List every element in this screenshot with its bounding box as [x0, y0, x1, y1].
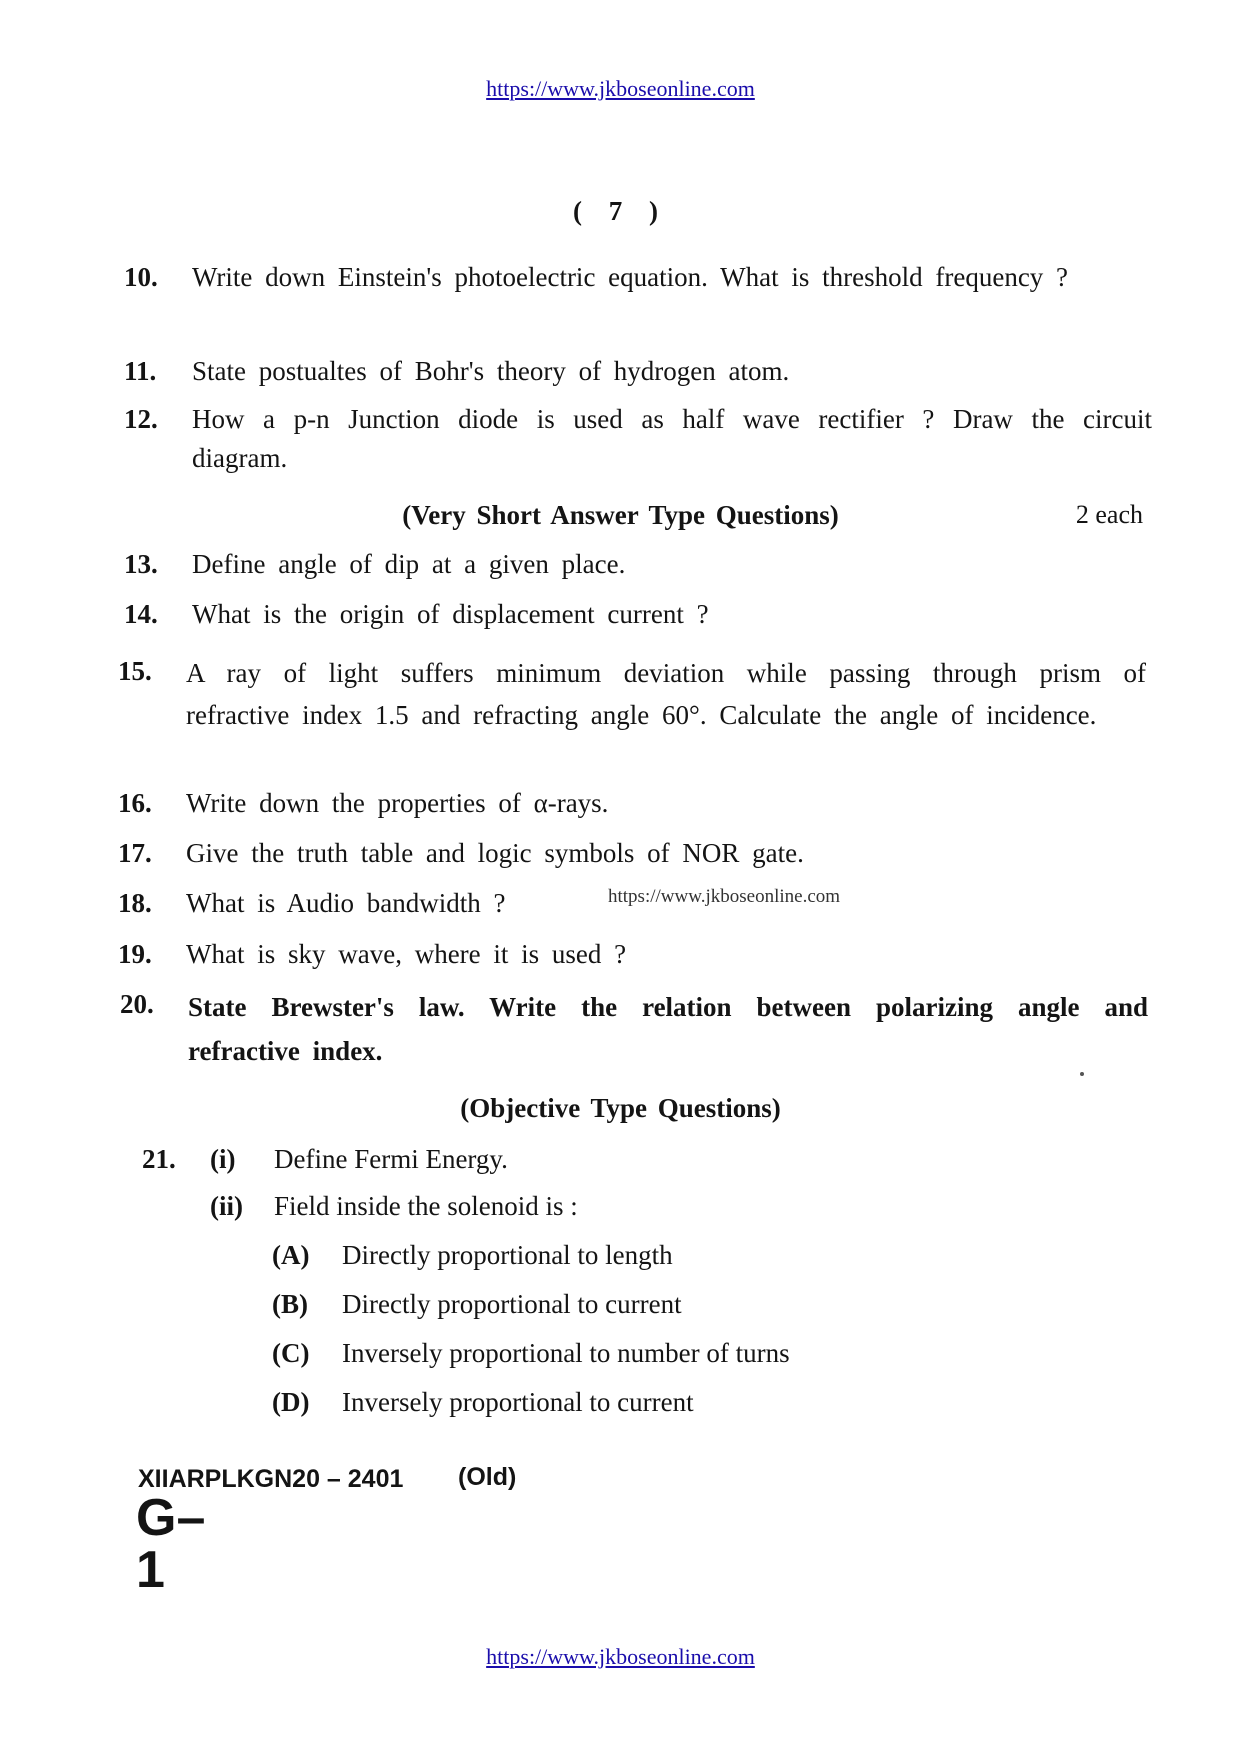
- option-label: (D): [272, 1387, 310, 1417]
- question-number: 19.: [118, 939, 152, 969]
- question-text: State postualtes of Bohr's theory of hydrogen atom.: [192, 356, 790, 386]
- question-number: 18.: [118, 888, 152, 918]
- question-text: How a p-n Junction diode is used as half wave rectifier ? Draw the circuit diagram.: [192, 404, 1152, 473]
- question-21-part-ii: [210, 1187, 578, 1226]
- option-c: [272, 1334, 790, 1373]
- question-number: 20.: [120, 989, 154, 1019]
- option-d: [272, 1383, 694, 1422]
- part-text: Define Fermi Energy.: [274, 1144, 508, 1174]
- option-a: [272, 1236, 673, 1275]
- option-label: (C): [272, 1338, 310, 1368]
- paper-code: XIIARPLKGN20 – 2401: [138, 1465, 404, 1493]
- question-text: Define angle of dip at a given place.: [192, 549, 626, 579]
- part-text: Field inside the solenoid is :: [274, 1191, 578, 1221]
- question-text: What is Audio bandwidth ?: [186, 888, 506, 918]
- option-text: Directly proportional to length: [342, 1240, 673, 1270]
- question-text: Write down the properties of α-rays.: [186, 788, 609, 818]
- question-number: 15.: [118, 656, 152, 686]
- question-number: 13.: [124, 549, 158, 579]
- marks-label: 2 each: [1075, 500, 1143, 529]
- footer-link[interactable]: https://www.jkboseonline.com: [486, 1644, 755, 1669]
- question-number: 14.: [124, 599, 158, 629]
- question-text: Give the truth table and logic symbols of NOR gate.: [186, 838, 804, 868]
- series-stamp-text: G–1: [136, 1489, 206, 1599]
- question-number: 16.: [118, 788, 152, 818]
- option-text: Directly proportional to current: [342, 1289, 682, 1319]
- question-number: 10.: [124, 262, 158, 292]
- option-label: (B): [272, 1289, 308, 1319]
- section-heading-objective: (Objective Type Questions): [460, 1093, 781, 1123]
- option-label: (A): [272, 1240, 310, 1270]
- question-text: A ray of light suffers minimum deviation while passing through prism of refractive index 1.5 and refracting angle 60°. Calculate the angle of incidence.: [186, 658, 1146, 730]
- paper-edition: (Old): [458, 1463, 517, 1491]
- option-text: Inversely proportional to current: [342, 1387, 694, 1417]
- option-text: Inversely proportional to number of turns: [342, 1338, 790, 1368]
- question-number: 21.: [142, 1144, 176, 1174]
- section-heading-very-short: (Very Short Answer Type Questions): [402, 500, 839, 530]
- header-link[interactable]: https://www.jkboseonline.com: [486, 76, 755, 101]
- part-label: (ii): [210, 1191, 243, 1221]
- question-text: What is the origin of displacement current ?: [192, 599, 709, 629]
- question-text: What is sky wave, where it is used ?: [186, 939, 627, 969]
- question-number: 11.: [124, 356, 157, 386]
- question-number: 17.: [118, 838, 152, 868]
- question-text: Write down Einstein's photoelectric equation. What is threshold frequency ?: [192, 262, 1069, 292]
- option-b: [272, 1285, 682, 1324]
- series-stamp: [136, 1489, 226, 1599]
- scan-speck: [1080, 1072, 1084, 1076]
- page-number: ( 7 ): [573, 196, 668, 226]
- question-number: 12.: [124, 404, 158, 434]
- question-text: State Brewster's law. Write the relation between polarizing angle and refractive index.: [188, 992, 1148, 1066]
- question-21-part-i: [210, 1140, 508, 1179]
- watermark-link[interactable]: https://www.jkboseonline.com: [608, 886, 841, 907]
- part-label: (i): [210, 1144, 236, 1174]
